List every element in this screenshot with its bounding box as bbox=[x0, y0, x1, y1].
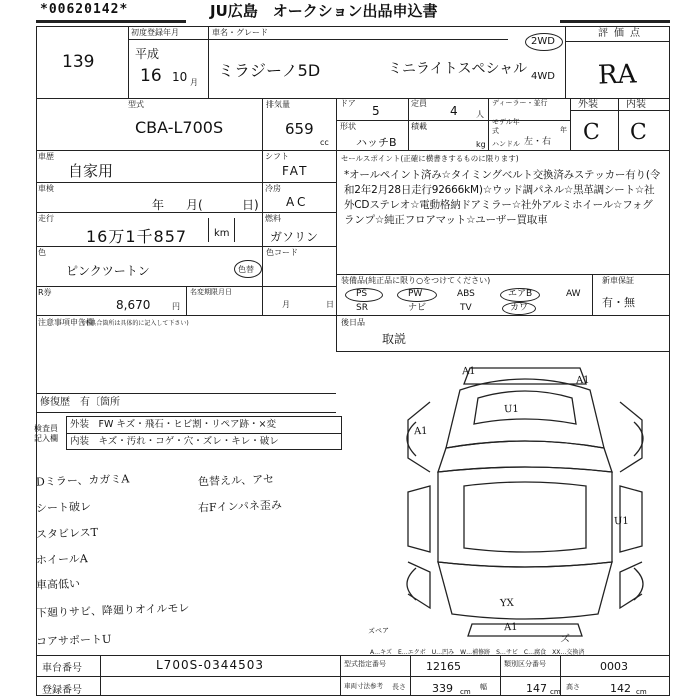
registration-month-unit: 月 bbox=[190, 78, 198, 87]
notes-label: 注意事項申告欄 bbox=[38, 318, 94, 327]
rating-value: RA bbox=[597, 59, 637, 91]
damage-mark-rear-left: A1 bbox=[413, 425, 428, 438]
model-label: 型式 bbox=[128, 100, 144, 109]
inspection-day-unit: 日) bbox=[242, 198, 259, 212]
capacity-label: 定員 bbox=[411, 99, 427, 108]
width-unit: cm bbox=[550, 688, 561, 696]
capacity-value: 4 bbox=[450, 104, 458, 118]
recycle-unit: 円 bbox=[172, 302, 180, 311]
category-number: 0003 bbox=[600, 660, 628, 673]
registration-month: 10 bbox=[172, 70, 188, 84]
usage-value: 自家用 bbox=[68, 162, 114, 180]
form-title: JU広島 オークション出品申込書 bbox=[210, 2, 438, 20]
after-items-label: 後日品 bbox=[341, 318, 365, 327]
handwritten-note-9: 右Fインパネ歪み bbox=[197, 498, 283, 515]
equip-aw: AW bbox=[566, 289, 581, 299]
recycle-value: 8,670 bbox=[116, 298, 151, 312]
inspector-interior-line: 内装 キズ・汚れ・コゲ・穴・ズレ・キレ・破レ bbox=[70, 436, 279, 447]
doors-label: ドア bbox=[340, 99, 356, 108]
category-label: 類別区分番号 bbox=[504, 660, 546, 668]
height-unit: cm bbox=[636, 688, 647, 696]
chassis-number: L700S-0344503 bbox=[156, 658, 264, 672]
handwritten-note-1: Dミラー、カガミA bbox=[35, 472, 130, 489]
length-value: 339 bbox=[432, 682, 453, 695]
interior-label: 内装 bbox=[626, 99, 646, 110]
ac-value: AC bbox=[286, 195, 309, 209]
damage-mark-rear: YX bbox=[499, 597, 514, 610]
mileage-unit: km bbox=[214, 228, 230, 239]
sales-point-text: *オールペイント済み☆タイミングベルト交換済みステッカー有り(令和2年2月28日走行92666kM)☆ウッド調パネル☆黒革調シート☆社外CDステレオ☆電動格納ドアミラー☆社外アルミホイール☆フォグランプ☆純正フロアマット☆ユーザー買取車 bbox=[344, 169, 661, 226]
length-label: 長さ bbox=[392, 683, 406, 691]
registration-number-label: 登録番号 bbox=[42, 685, 82, 696]
rename-deadline-label: 名変期限月日 bbox=[190, 288, 232, 296]
new-car-warranty-label: 新車保証 bbox=[602, 276, 634, 285]
inspection-month-unit: 月( bbox=[186, 198, 203, 212]
length-unit: cm bbox=[460, 688, 471, 696]
shift-value: FAT bbox=[282, 164, 309, 178]
capacity-unit: 人 bbox=[476, 110, 484, 119]
color-value: ピンクツートン bbox=[66, 264, 150, 278]
equip-ps: PS bbox=[356, 289, 368, 299]
exterior-value: C bbox=[582, 119, 601, 146]
height-value: 142 bbox=[610, 682, 631, 695]
equip-leather: カワ bbox=[510, 303, 529, 313]
type-approval-label: 型式指定番号 bbox=[344, 660, 386, 668]
ac-label: 冷房 bbox=[265, 184, 281, 193]
rename-day-unit: 日 bbox=[326, 300, 334, 309]
damage-mark-front-left: A1 bbox=[461, 365, 476, 378]
dealer-label: ディーラー・並行 bbox=[492, 99, 548, 107]
inspector-label-2: 記入欄 bbox=[34, 434, 58, 443]
width-label: 幅 bbox=[480, 683, 487, 691]
handle-options: 左・右 bbox=[524, 137, 552, 147]
after-items-value: 取説 bbox=[382, 332, 407, 346]
damage-mark-hood: U1 bbox=[503, 403, 519, 416]
repair-history: 修復歴 有〔箇所 bbox=[40, 397, 120, 408]
inspector-label-1: 検査員 bbox=[34, 424, 58, 433]
body-value: ハッチB bbox=[356, 136, 397, 149]
mileage-label: 走行 bbox=[38, 214, 54, 223]
rename-month-unit: 月 bbox=[282, 300, 290, 309]
fuel-label: 燃料 bbox=[265, 214, 281, 223]
car-damage-diagram bbox=[390, 362, 660, 642]
sales-point-label: セールスポイント(正確に横書きするものに限ります) bbox=[341, 154, 519, 163]
color-change-label: 色替 bbox=[238, 265, 254, 274]
handwritten-note-5: 車高低い bbox=[35, 577, 81, 592]
registration-era: 平成 bbox=[135, 47, 160, 61]
exterior-label: 外装 bbox=[578, 99, 598, 110]
recycle-label: R券 bbox=[38, 288, 52, 297]
shift-label: シフト bbox=[265, 152, 289, 161]
new-car-warranty-value: 有・無 bbox=[602, 296, 635, 309]
vehicle-name-label: 車名・グレード bbox=[212, 28, 268, 37]
equip-navi: ナビ bbox=[408, 303, 427, 313]
load-unit: kg bbox=[476, 140, 486, 149]
load-label: 積載 bbox=[411, 122, 427, 131]
color-code-label: 色コード bbox=[266, 248, 298, 257]
equip-tv: TV bbox=[460, 303, 472, 313]
inspector-exterior-line: 外装 FW キズ・飛石・ヒビ割・リペア跡・×変 bbox=[70, 419, 276, 430]
damage-mark-spare: ズペア bbox=[367, 626, 390, 636]
type-approval-number: 12165 bbox=[426, 660, 461, 673]
damage-mark-side: U1 bbox=[613, 515, 629, 528]
mileage-value: 16万1千857 bbox=[86, 227, 188, 246]
notes-sublabel: (不具合箇所は具体的に記入して下さい) bbox=[82, 320, 189, 327]
handwritten-note-6: 下廻りサビ、降廻りオイルモレ bbox=[35, 601, 190, 620]
chassis-label: 車台番号 bbox=[42, 663, 82, 674]
handle-label: ハンドル bbox=[492, 140, 520, 148]
doors-value: 5 bbox=[372, 104, 380, 118]
body-label: 形状 bbox=[340, 122, 356, 131]
equip-sr: SR bbox=[356, 303, 368, 313]
registration-year: 16 bbox=[140, 66, 162, 86]
drive-4wd: 4WD bbox=[531, 71, 555, 82]
equipment-label: 装備品(純正品に限り○をつけてください) bbox=[341, 276, 491, 285]
model-year-label: モデル年式 bbox=[492, 118, 520, 135]
handwritten-note-2: シート破レ bbox=[35, 500, 92, 515]
damage-mark-bumper: A1 bbox=[503, 621, 518, 634]
width-value: 147 bbox=[526, 682, 547, 695]
lot-number: 139 bbox=[62, 52, 95, 72]
inspection-label: 車検 bbox=[38, 184, 54, 193]
rating-label: 評価点 bbox=[598, 28, 646, 39]
usage-label: 車歴 bbox=[38, 152, 54, 161]
displacement-label: 排気量 bbox=[266, 100, 290, 109]
fuel-value: ガソリン bbox=[270, 230, 319, 244]
vehicle-name: ミラジーノ5D bbox=[218, 61, 321, 80]
color-label: 色 bbox=[38, 248, 46, 257]
equip-abs: ABS bbox=[457, 289, 475, 299]
vehicle-grade: ミニライトスペシャル bbox=[388, 61, 528, 77]
serial-number: *00620142* bbox=[40, 2, 129, 17]
model-year-unit: 年 bbox=[560, 126, 567, 134]
handwritten-note-7: コアサポートU bbox=[35, 632, 112, 649]
displacement-value: 659 bbox=[285, 120, 314, 138]
dimensions-ref-label: 車両寸法参考 bbox=[344, 682, 383, 690]
handwritten-note-4: ホイールA bbox=[35, 552, 88, 567]
inspection-year-unit: 年 bbox=[152, 198, 165, 212]
equip-airbag: エアB bbox=[508, 289, 533, 299]
damage-mark-front-right: A1 bbox=[575, 374, 590, 387]
equip-pw: PW bbox=[408, 289, 423, 299]
height-label: 高さ bbox=[566, 683, 580, 691]
displacement-unit: cc bbox=[320, 138, 329, 147]
damage-mark-rear-right: ズ bbox=[559, 633, 571, 646]
interior-value: C bbox=[629, 119, 648, 146]
damage-legend: A…キズ E…エクボ U…凹み W…補修跡 S…サビ C…腐食 XX…交換済 bbox=[370, 649, 585, 656]
drive-2wd: 2WD bbox=[531, 36, 555, 47]
model-value: CBA-L700S bbox=[135, 118, 224, 137]
handwritten-note-3: スタビレスT bbox=[35, 525, 99, 542]
handwritten-note-8: 色替えル、アセ bbox=[197, 472, 275, 489]
registration-label: 初度登録年月 bbox=[131, 28, 179, 37]
